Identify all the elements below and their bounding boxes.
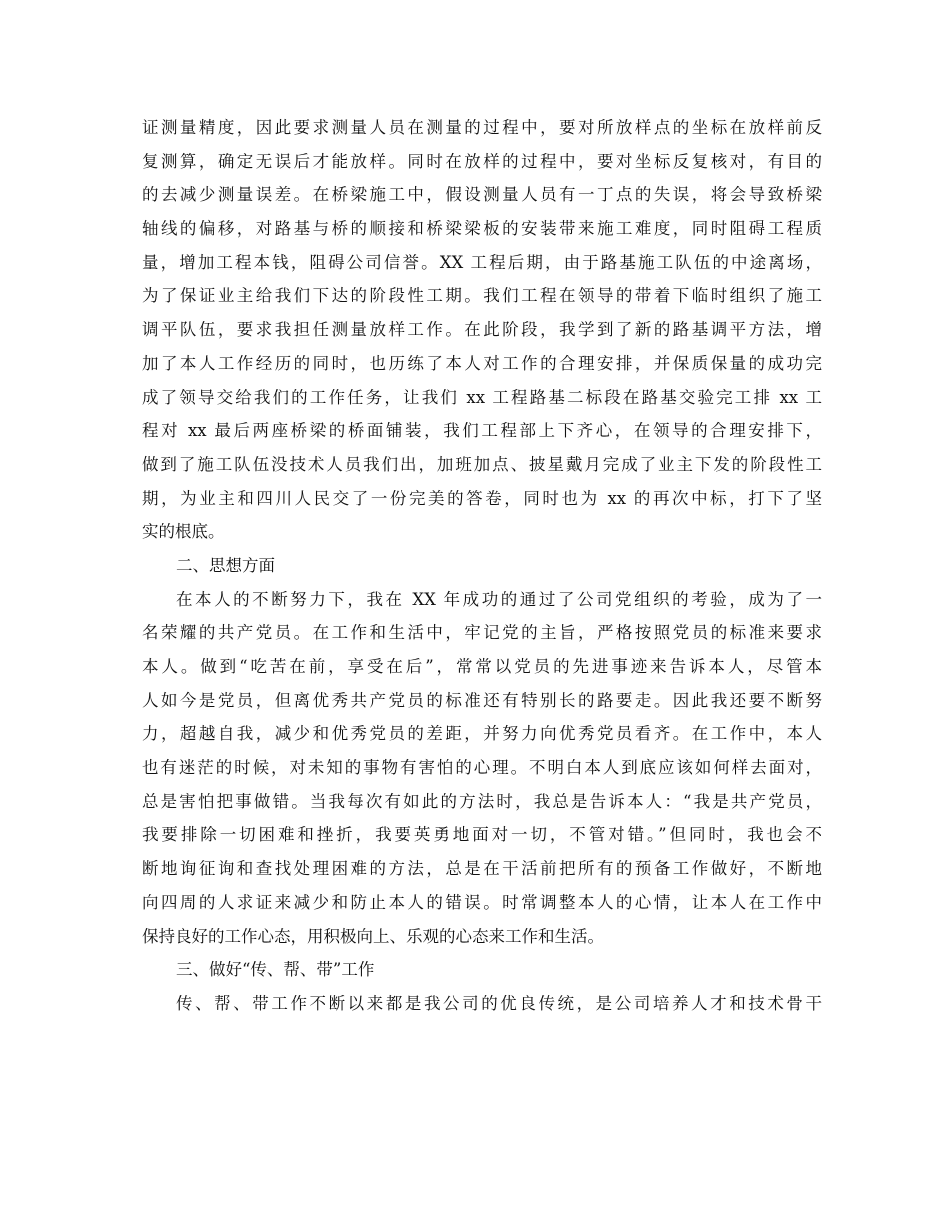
text-line: 也有迷茫的时候，对未知的事物有害怕的心理。不明白本人到底应该如何样去面对， bbox=[142, 758, 822, 778]
text-line: 做到了施工队伍没技术人员我们出，加班加点、披星戴月完成了业主下发的阶段性工 bbox=[142, 454, 822, 474]
text-line: 轴线的偏移，对路基与桥的顺接和桥梁梁板的安装带来施工难度，同时阻碍工程质 bbox=[142, 219, 822, 239]
text-line: 的去减少测量误差。在桥梁施工中，假设测量人员有一丁点的失误，将会导致桥梁 bbox=[142, 185, 822, 205]
text-line: 人如今是党员，但离优秀共产党员的标准还有特别长的路要走。因此我还要不断努 bbox=[142, 690, 822, 710]
document-body bbox=[142, 111, 822, 1021]
text-line: 为了保证业主给我们下达的阶段性工期。我们工程在领导的带着下临时组织了施工 bbox=[142, 286, 822, 306]
text-line: 保持良好的工作心态，用积极向上、乐观的心态来工作和生活。 bbox=[142, 926, 604, 946]
text-line: 二、思想方面 bbox=[176, 555, 275, 575]
text-line: 传、帮、带工作不断以来都是我公司的优良传统，是公司培养人才和技术骨干 bbox=[176, 993, 822, 1013]
text-line: 我要排除一切困难和挫折，我要英勇地面对一切，不管对错。”但同时，我也会不 bbox=[142, 825, 822, 845]
text-line: 复测算，确定无误后才能放样。同时在放样的过程中，要对坐标反复核对，有目的 bbox=[142, 151, 822, 171]
text-line: 本人。做到“吃苦在前，享受在后”，常常以党员的先进事迹来告诉本人，尽管本 bbox=[142, 657, 822, 676]
text-line: 期，为业主和四川人民交了一份完美的答卷，同时也为 xx 的再次中标，打下了坚 bbox=[142, 488, 822, 508]
text-line: 总是害怕把事做错。当我每次有如此的方法时，我总是告诉本人：“我是共产党员， bbox=[142, 791, 822, 811]
text-line: 名荣耀的共产党员。在工作和生活中，牢记党的主旨，严格按照党员的标准来要求 bbox=[142, 623, 822, 643]
text-line: 证测量精度，因此要求测量人员在测量的过程中，要对所放样点的坐标在放样前反 bbox=[142, 118, 822, 137]
text-line: 断地询征询和查找处理困难的方法，总是在干活前把所有的预备工作做好，不断地 bbox=[142, 859, 822, 879]
text-line: 力，超越自我，减少和优秀党员的差距，并努力向优秀党员看齐。在工作中，本人 bbox=[142, 724, 822, 744]
text-line: 在本人的不断努力下，我在 XX 年成功的通过了公司党组织的考验，成为了一 bbox=[176, 589, 822, 609]
text-line: 实的根底。 bbox=[142, 522, 225, 542]
text-line: 成了领导交给我们的工作任务，让我们 xx 工程路基二标段在路基交验完工排 xx 工 bbox=[142, 387, 822, 407]
text-line: 加了本人工作经历的同时，也历练了本人对工作的合理安排，并保质保量的成功完 bbox=[142, 353, 822, 373]
text-line: 量，增加工程本钱，阻碍公司信誉。XX 工程后期，由于路基施工队伍的中途离场， bbox=[142, 252, 822, 272]
text-line: 程对 xx 最后两座桥梁的桥面铺装，我们工程部上下齐心，在领导的合理安排下， bbox=[142, 421, 822, 441]
text-line: 调平队伍，要求我担任测量放样工作。在此阶段，我学到了新的路基调平方法，增 bbox=[142, 320, 822, 340]
text-line: 向四周的人求证来减少和防止本人的错误。时常调整本人的心情，让本人在工作中 bbox=[142, 892, 822, 912]
text-line: 三、做好“传、帮、带”工作 bbox=[176, 960, 375, 980]
